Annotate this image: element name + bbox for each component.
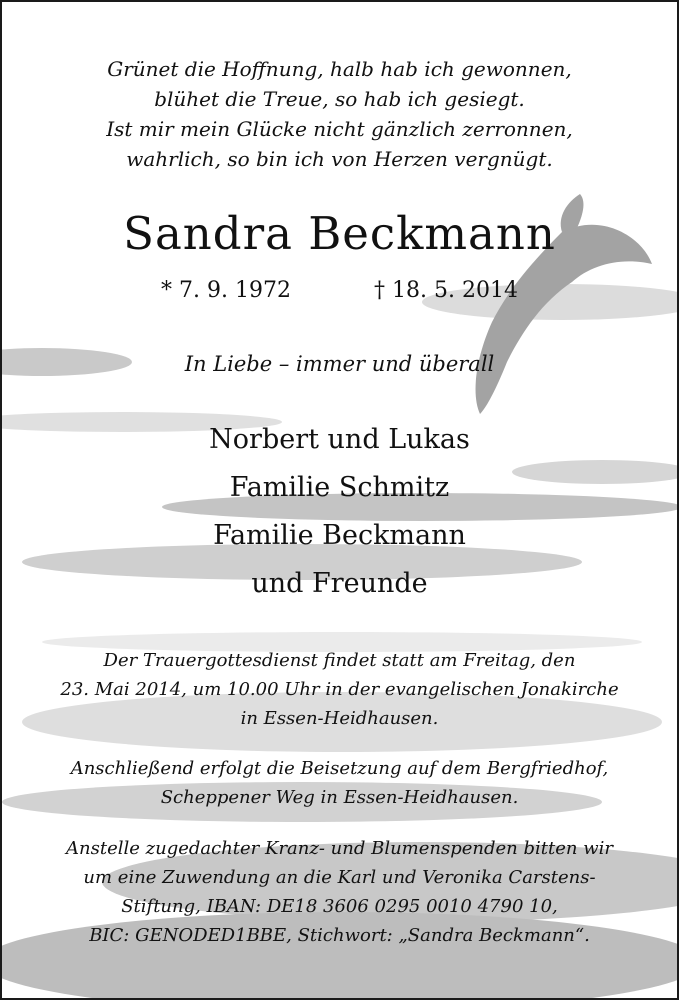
motto: In Liebe – immer und überall: [184, 352, 495, 376]
mourner: Familie Schmitz: [229, 472, 450, 503]
service-line: Der Trauergottesdienst findet statt am Freitag, den: [103, 650, 576, 671]
service-line: 23. Mai 2014, um 10.00 Uhr in der evangelischen Jonakirche: [60, 679, 619, 700]
burial-line: Scheppener Weg in Essen-Heidhausen.: [160, 787, 519, 808]
donation-line: um eine Zuwendung an die Karl und Veronika Carstens-: [83, 867, 596, 888]
service-line: in Essen-Heidhausen.: [240, 708, 439, 729]
donation-line: Anstelle zugedachter Kranz- und Blumenspenden bitten wir: [66, 838, 613, 859]
deceased-name: Sandra Beckmann: [123, 207, 556, 260]
donation-line: Stiftung, IBAN: DE18 3606 0295 0010 4790 10,: [121, 896, 558, 917]
mourner: Norbert und Lukas: [209, 424, 470, 455]
death-date: † 18. 5. 2014: [374, 278, 518, 303]
poem-line: Ist mir mein Glücke nicht gänzlich zerronnen,: [106, 117, 573, 141]
donation-info: [2, 834, 677, 950]
service-info: [2, 646, 677, 733]
mourner: und Freunde: [251, 568, 428, 599]
birth-date: * 7. 9. 1972: [161, 278, 291, 303]
mourners-list: [2, 416, 677, 608]
poem-line: blühet die Treue, so hab ich gesiegt.: [154, 87, 525, 111]
burial-info: [2, 754, 677, 812]
life-dates: [2, 278, 677, 303]
poem: [2, 54, 677, 174]
poem-line: wahrlich, so bin ich von Herzen vergnügt.: [126, 147, 553, 171]
mourner: Familie Beckmann: [213, 520, 466, 551]
poem-line: Grünet die Hoffnung, halb hab ich gewonnen,: [107, 57, 572, 81]
donation-line: BIC: GENODED1BBE, Stichwort: „Sandra Beckmann“.: [89, 925, 590, 946]
burial-line: Anschließend erfolgt die Beisetzung auf dem Bergfriedhof,: [70, 758, 609, 779]
